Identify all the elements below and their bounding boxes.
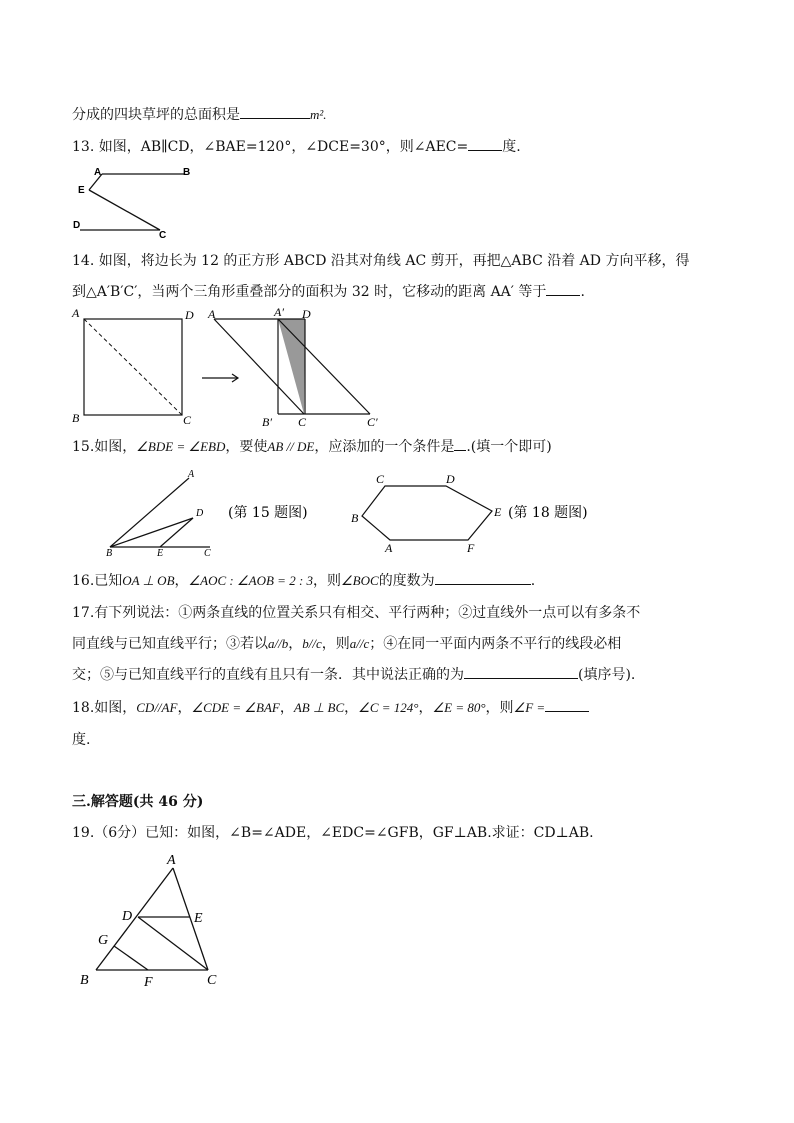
q16-text-d: . — [530, 573, 536, 589]
q13-figure — [72, 162, 202, 238]
q17-line2-d: ；④在同一平面内两条不平行的线段必相 — [369, 636, 622, 652]
q18-label-e: E — [494, 505, 502, 519]
q14-line2-end: . — [580, 284, 585, 300]
q14-diagonal — [84, 319, 182, 415]
q19-label-f: F — [144, 975, 153, 990]
q18-label-b: B — [351, 511, 359, 525]
q15-label-d: D — [196, 508, 204, 519]
q12-text: 分成的四块草坪的总面积是 — [72, 107, 240, 123]
q17-m1: a//b — [268, 636, 289, 651]
q19-label-b: B — [80, 973, 89, 988]
q16-cond2: ∠AOC : ∠AOB = 2 : 3 — [188, 573, 314, 588]
q15-label-c: C — [204, 548, 211, 559]
q19-line-ab — [96, 868, 173, 970]
q18-label-d: D — [446, 472, 455, 486]
q17-line3-b: (填序号). — [578, 667, 636, 683]
q19-label-a: A — [167, 853, 176, 868]
q19-text — [72, 822, 594, 842]
q18-text-b: ，则 — [485, 700, 514, 716]
q16-blank — [435, 572, 531, 585]
q15-text-a: 15.如图， — [72, 439, 137, 455]
q18-sep3: ， — [344, 700, 359, 716]
q15-line-ba — [110, 478, 189, 547]
q13-label-d: D — [73, 220, 81, 231]
q14-label-b-prime: B′ — [262, 415, 272, 429]
q18-label-c: C — [376, 472, 385, 486]
q14-label-a: A — [72, 306, 80, 320]
q15-caption: (第 15 题图) — [228, 505, 308, 521]
q14-label-a2: A — [208, 307, 216, 321]
q14-label-c: C — [183, 413, 192, 427]
q18-line2 — [72, 729, 90, 749]
q14-label-a-prime: A′ — [274, 305, 284, 319]
q15-label-b: B — [106, 548, 113, 559]
q13-label-a: A — [94, 167, 102, 178]
q17-blank — [464, 666, 578, 679]
q17-line2-c: ，则 — [321, 636, 350, 652]
q14-square — [84, 319, 182, 415]
q18-sep2: ， — [279, 700, 294, 716]
q14-label-d2: D — [302, 307, 311, 321]
q18-label-f: F — [467, 541, 475, 555]
q15-label-a: A — [188, 469, 195, 480]
q18-c3: AB ⊥ BC — [293, 700, 345, 715]
q19-figure — [76, 850, 226, 992]
q16-text-b: ，则 — [313, 573, 342, 589]
q18-hexagon — [362, 486, 492, 540]
q14-line1-text: 14. 如图，将边长为 12 的正方形 ABCD 沿其对角线 AC 剪开，再把△ABC 沿着 AD 方向平移，得 — [72, 253, 690, 269]
q18-label-a: A — [385, 541, 393, 555]
q13-label-e: E — [78, 185, 85, 196]
q16-sep: ， — [174, 573, 189, 589]
q13-text-b: 度. — [502, 139, 521, 155]
q14-label-c-prime: C′ — [367, 415, 378, 429]
q17-line2-b: ， — [288, 636, 303, 652]
q19-label-e: E — [194, 911, 203, 926]
q17-line1-text: 17.有下列说法：①两条直线的位置关系只有相交、平行两种；②过直线外一点可以有多条不 — [72, 605, 641, 621]
q19-text-content: 19.（6分）已知：如图，∠B=∠ADE，∠EDC=∠GFB，GF⊥AB.求证：CD⊥AB. — [72, 825, 594, 841]
q17-m3: a//c — [349, 636, 370, 651]
q15-text-c: ，应添加的一个条件是 — [314, 439, 455, 455]
q18-sep1: ， — [177, 700, 192, 716]
q14-figure — [68, 304, 398, 430]
q18-c5: ∠E = 80° — [432, 700, 486, 715]
q18-target: ∠F = — [513, 700, 546, 715]
q13-text-a: 13. 如图，AB∥CD，∠BAE=120°，∠DCE=30°，则∠AEC= — [72, 139, 469, 155]
q16-text-c: 的度数为 — [378, 573, 435, 589]
q15-target: AB // DE — [267, 439, 315, 454]
q14-blank — [546, 283, 580, 296]
q18-text-a: 18.如图， — [72, 700, 137, 716]
q15-text-d: .(填一个即可) — [466, 439, 552, 455]
q19-line-ac — [173, 868, 208, 970]
q16-target: ∠BOC — [341, 573, 379, 588]
q13-line-ec — [89, 190, 160, 230]
q18-c4: ∠C = 124° — [358, 700, 419, 715]
q19-label-c: C — [207, 973, 217, 988]
q17-line2 — [72, 633, 621, 653]
q13-blank — [468, 138, 502, 151]
q16-text-a: 16.已知 — [72, 573, 123, 589]
q12-unit: m². — [310, 107, 327, 122]
q18-sep4: ， — [418, 700, 433, 716]
q15-q18-figures — [100, 466, 640, 560]
q15-blank — [454, 438, 466, 451]
q17-line1 — [72, 602, 640, 622]
q17-line3-a: 交；⑤与已知直线平行的直线有且只有一条．其中说法正确的为 — [72, 667, 464, 683]
q18-line2-text: 度. — [72, 732, 91, 748]
q13-label-c: C — [159, 230, 167, 238]
q12-blank — [240, 106, 310, 119]
q14-label-b: B — [72, 411, 80, 425]
q15-text — [72, 436, 552, 456]
q18-caption: (第 18 题图) — [508, 505, 588, 521]
q17-line3 — [72, 664, 635, 684]
q18-blank — [545, 699, 589, 712]
q18-text — [72, 697, 589, 717]
q15-text-b: ，要使 — [225, 439, 268, 455]
q18-c2: ∠CDE = ∠BAF — [191, 700, 280, 715]
q15-line-bd — [110, 518, 193, 547]
q17-line2-a: 同直线与已知直线平行；③若以 — [72, 636, 268, 652]
q14-line2 — [72, 281, 585, 301]
q14-label-d: D — [185, 308, 194, 322]
q19-label-d: D — [122, 909, 133, 924]
q15-cond: ∠BDE = ∠EBD — [136, 439, 226, 454]
q19-line-gf — [114, 946, 148, 970]
q16-cond1: OA ⊥ OB — [122, 573, 175, 588]
q18-c1: CD//AF — [136, 700, 178, 715]
q14-line1 — [72, 250, 689, 270]
q14-line2-text: 到△A′B′C′，当两个三角形重叠部分的面积为 32 时，它移动的距离 AA′ 等于 — [72, 284, 547, 300]
q16-text — [72, 570, 535, 590]
q19-label-g: G — [98, 933, 109, 948]
q14-label-c2: C — [298, 415, 307, 429]
q15-line-ed — [160, 518, 193, 547]
q17-m2: b//c — [302, 636, 322, 651]
q12-tail — [72, 104, 327, 124]
section-title: 三.解答题(共 46 分) — [72, 794, 204, 810]
q15-label-e: E — [157, 548, 164, 559]
q13-label-b: B — [183, 167, 191, 178]
q13-text — [72, 136, 521, 156]
